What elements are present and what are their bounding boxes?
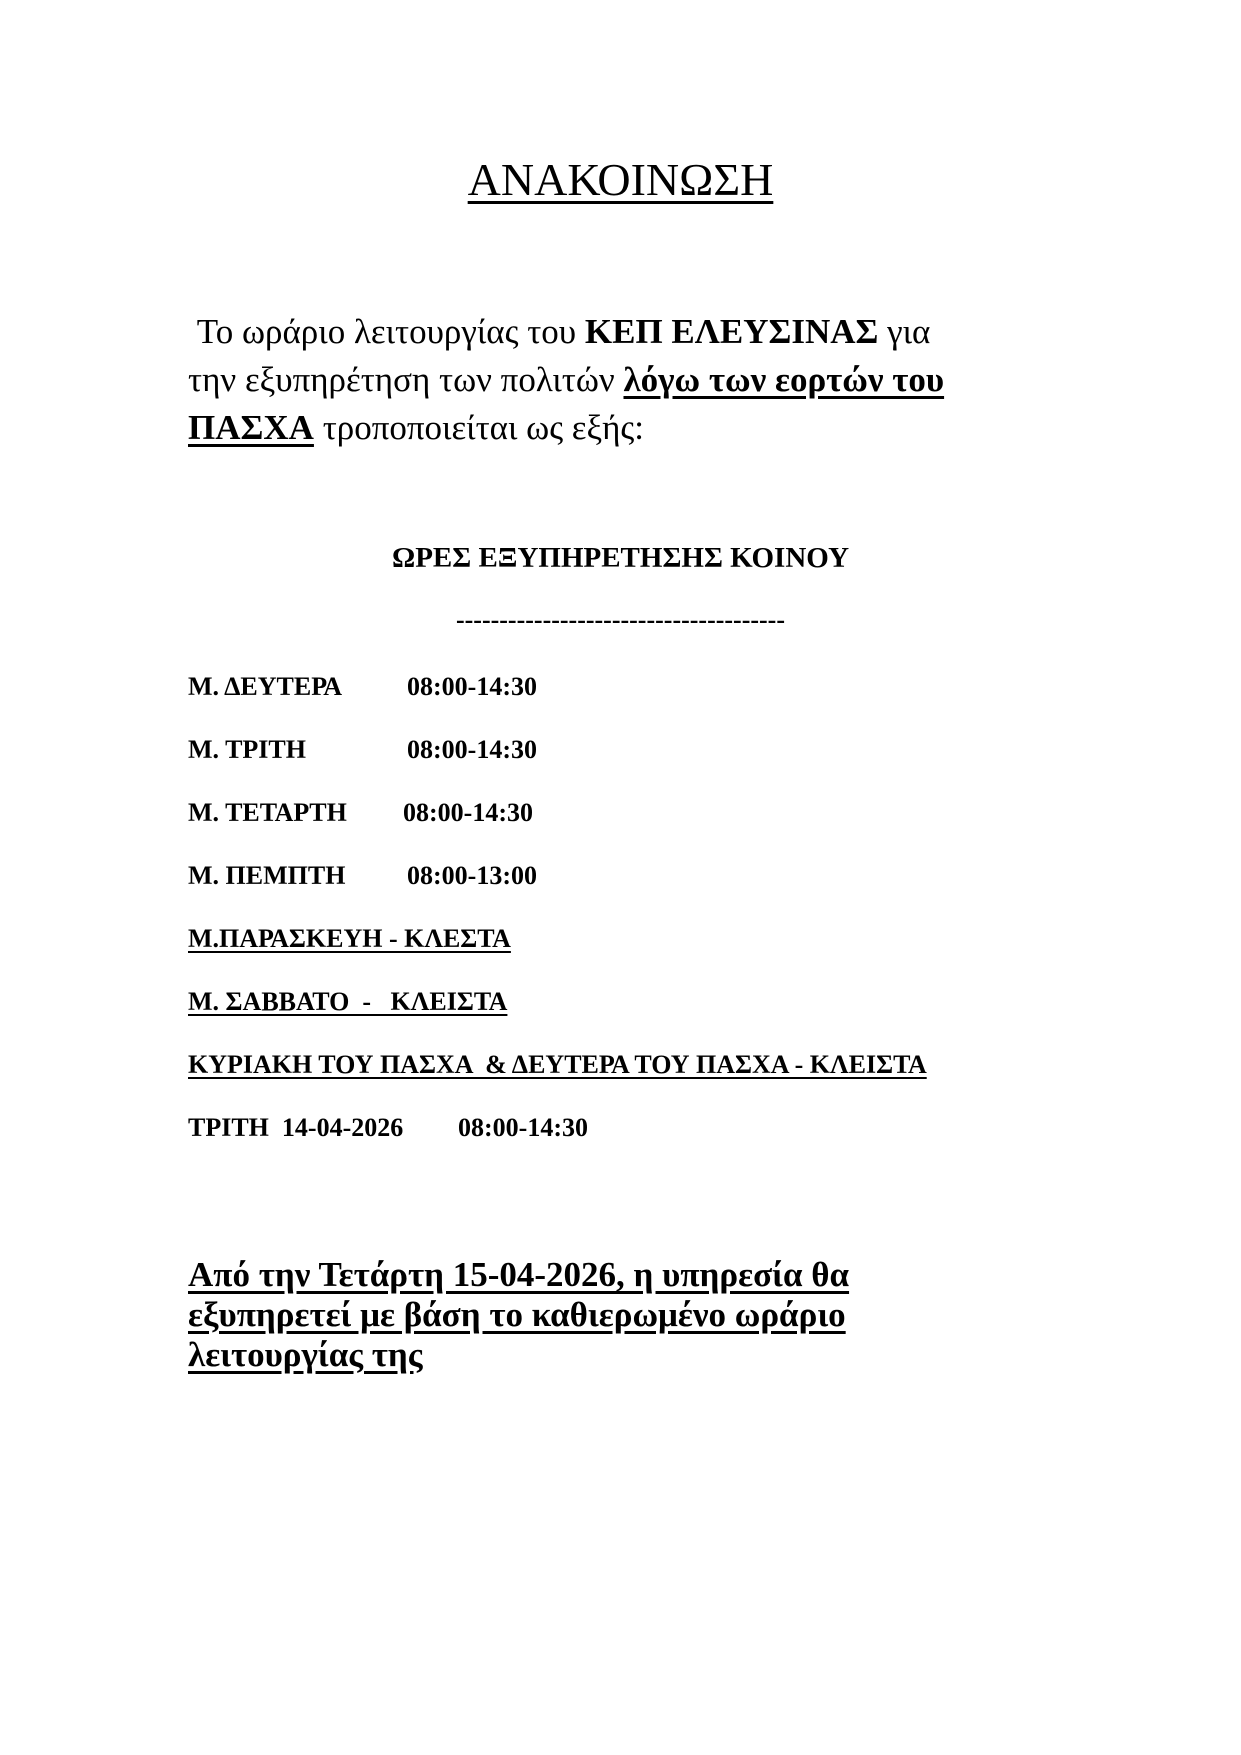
closure-text: Μ. ΣΑΒΒΑΤΟ - ΚΛΕΙΣΤΑ [188, 987, 508, 1016]
extra-day-row [188, 1111, 1148, 1174]
intro-line-3-post: τροποποιείται ως εξής: [313, 408, 644, 447]
intro-line-2-pre: την εξυπηρέτηση των πολιτών [188, 360, 624, 399]
closure-text: Μ.ΠΑΡΑΣΚΕΥΗ - ΚΛΕΣΤΑ [188, 924, 511, 953]
schedule-day: Μ. ΤΡΙΤΗ [188, 735, 306, 764]
closure-text: ΚΥΡΙΑΚΗ ΤΟΥ ΠΑΣΧΑ & ΔΕΥΤΕΡΑ ΤΟΥ ΠΑΣΧΑ - ΚΛΕΙΣΤΑ [188, 1050, 927, 1079]
extra-day-hours: 08:00-14:30 [458, 1113, 588, 1142]
intro-line-3 [188, 404, 1068, 452]
page-title [0, 152, 1241, 208]
schedule-row [188, 670, 1148, 733]
schedule-day: Μ. ΠΕΜΠΤΗ [188, 861, 346, 890]
schedule-hours: 08:00-14:30 [407, 672, 537, 701]
schedule-day: Μ. ΤΕΤΑΡΤΗ [188, 798, 347, 827]
holiday-reason: λόγω των εορτών του [623, 360, 945, 399]
section-heading: ΩΡΕΣ ΕΞΥΠΗΡΕΤΗΣΗΣ ΚΟΙΝΟΥ [391, 542, 850, 574]
footer-note-line-3: λειτουργίας της [188, 1335, 423, 1374]
extra-day: ΤΡΙΤΗ 14-04-2026 [188, 1113, 404, 1142]
closure-row [188, 985, 1148, 1048]
schedule-hours: 08:00-14:30 [403, 798, 533, 827]
schedule-hours: 08:00-13:00 [407, 861, 537, 890]
schedule-row [188, 733, 1148, 796]
intro-paragraph [188, 308, 1068, 452]
schedule-list [188, 670, 1148, 1174]
footer-note-line-1: Από την Τετάρτη 15-04-2026, η υπηρεσία θα [188, 1255, 850, 1294]
closure-row [188, 922, 1148, 985]
closure-row [188, 1048, 1148, 1111]
office-name: ΚΕΠ ΕΛΕΥΣΙΝΑΣ [584, 312, 879, 351]
holiday-name: ΠΑΣΧΑ [188, 408, 314, 447]
intro-line-1 [188, 308, 1068, 356]
footer-note [188, 1255, 1088, 1375]
schedule-row [188, 796, 1148, 859]
intro-line-2 [188, 356, 1068, 404]
intro-line-1-post: για [878, 312, 931, 351]
schedule-row [188, 859, 1148, 922]
page-title-text: ΑΝΑΚΟΙΝΩΣΗ [467, 154, 774, 205]
divider-line: -------------------------------------- [455, 605, 785, 634]
footer-note-line-2: εξυπηρετεί με βάση το καθιερωμένο ωράριο [188, 1295, 846, 1334]
schedule-day: Μ. ΔΕΥΤΕΡΑ [188, 672, 343, 701]
intro-line-1-pre: Το ωράριο λειτουργίας του [196, 312, 585, 351]
schedule-hours: 08:00-14:30 [407, 735, 537, 764]
